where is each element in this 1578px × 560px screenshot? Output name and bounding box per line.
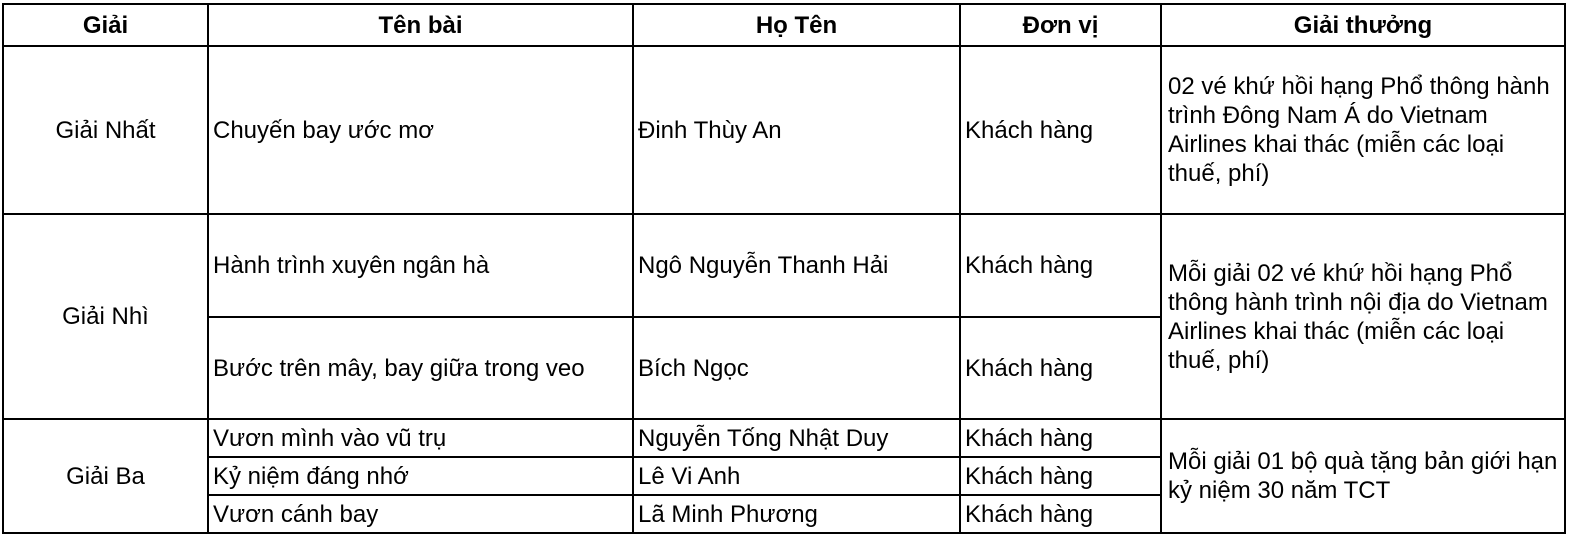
unit-cell: Khách hàng — [960, 46, 1161, 214]
title-cell: Kỷ niệm đáng nhớ — [208, 457, 633, 495]
table-header-row — [3, 4, 1565, 46]
prize-cell: Giải Nhất — [3, 46, 208, 214]
unit-cell: Khách hàng — [960, 419, 1161, 457]
name-cell: Lã Minh Phương — [633, 495, 960, 533]
unit-cell: Khách hàng — [960, 214, 1161, 317]
title-cell: Bước trên mây, bay giữa trong veo — [208, 317, 633, 419]
title-cell: Vươn mình vào vũ trụ — [208, 419, 633, 457]
reward-cell: Mỗi giải 02 vé khứ hồi hạng Phổ thông hành trình nội địa do Vietnam Airlines khai thác (miễn các loại thuế, phí) — [1161, 214, 1565, 419]
name-cell: Bích Ngọc — [633, 317, 960, 419]
header-title: Tên bài — [208, 4, 633, 46]
name-cell: Lê Vi Anh — [633, 457, 960, 495]
title-cell: Chuyến bay ước mơ — [208, 46, 633, 214]
prize-cell: Giải Nhì — [3, 214, 208, 419]
prize-cell: Giải Ba — [3, 419, 208, 533]
reward-cell: 02 vé khứ hồi hạng Phổ thông hành trình Đông Nam Á do Vietnam Airlines khai thác (miễn các loại thuế, phí) — [1161, 46, 1565, 214]
name-cell: Đinh Thùy An — [633, 46, 960, 214]
header-name: Họ Tên — [633, 4, 960, 46]
table-row — [3, 46, 1565, 214]
awards-table — [2, 3, 1566, 534]
unit-cell: Khách hàng — [960, 317, 1161, 419]
unit-cell: Khách hàng — [960, 457, 1161, 495]
name-cell: Nguyễn Tống Nhật Duy — [633, 419, 960, 457]
name-cell: Ngô Nguyễn Thanh Hải — [633, 214, 960, 317]
unit-cell: Khách hàng — [960, 495, 1161, 533]
header-reward: Giải thưởng — [1161, 4, 1565, 46]
title-cell: Hành trình xuyên ngân hà — [208, 214, 633, 317]
reward-cell: Mỗi giải 01 bộ quà tặng bản giới hạn kỷ niệm 30 năm TCT — [1161, 419, 1565, 533]
header-prize: Giải — [3, 4, 208, 46]
title-cell: Vươn cánh bay — [208, 495, 633, 533]
table-row — [3, 419, 1565, 457]
table-row — [3, 214, 1565, 317]
header-unit: Đơn vị — [960, 4, 1161, 46]
